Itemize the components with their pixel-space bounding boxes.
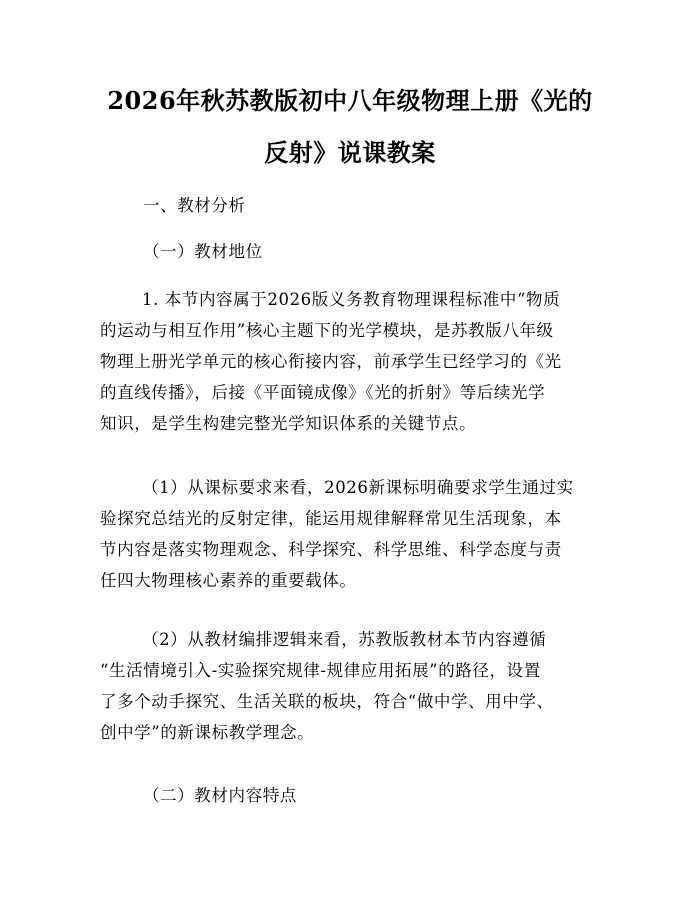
paragraph-line: （2）从教材编排逻辑来看，苏教版教材本节内容遵循: [142, 630, 547, 649]
subsection-heading-content-features: （二）教材内容特点: [143, 786, 297, 805]
paragraph-1: [100, 284, 610, 439]
paragraph-line: “生活情境引入-实验探究规律-规律应用拓展”的路径，设置: [100, 661, 541, 680]
paragraph-line: 物理上册光学单元的核心衔接内容，前承学生已经学习的《光: [100, 352, 562, 371]
document-title-line-2: 反射》说课教案: [264, 138, 436, 167]
paragraph-line: 了多个动手探究、生活关联的板块，符合“做中学、用中学、: [100, 692, 554, 711]
paragraph-line: 的直线传播》，后接《平面镜成像》《光的折射》等后续光学: [100, 383, 546, 402]
paragraph-line: 任四大物理核心素养的重要载体。: [100, 571, 357, 590]
paragraph-line: 1. 本节内容属于2026版义务教育物理课程标准中“物质: [142, 290, 561, 309]
paragraph-line: 知识，是学生构建完整光学知识体系的关键节点。: [100, 414, 477, 433]
subsection-heading-textbook-status: （一）教材地位: [143, 242, 263, 261]
paragraph-3: [100, 624, 610, 748]
document-title-line-1: 2026年秋苏教版初中八年级物理上册《光的: [107, 86, 593, 115]
section-heading-textbook-analysis: 一、教材分析: [143, 196, 246, 215]
paragraph-line: 创中学”的新课标教学理念。: [100, 723, 315, 742]
paragraph-line: 的运动与相互作用”核心主题下的光学模块，是苏教版八年级: [100, 321, 554, 340]
paragraph-2: [100, 472, 610, 596]
paragraph-line: 验探究总结光的反射定律，能运用规律解释常见生活现象，本: [100, 509, 562, 528]
paragraph-line: （1）从课标要求来看，2026新课标明确要求学生通过实: [142, 478, 574, 497]
paragraph-line: 节内容是落实物理观念、科学探究、科学思维、科学态度与责: [100, 540, 562, 559]
